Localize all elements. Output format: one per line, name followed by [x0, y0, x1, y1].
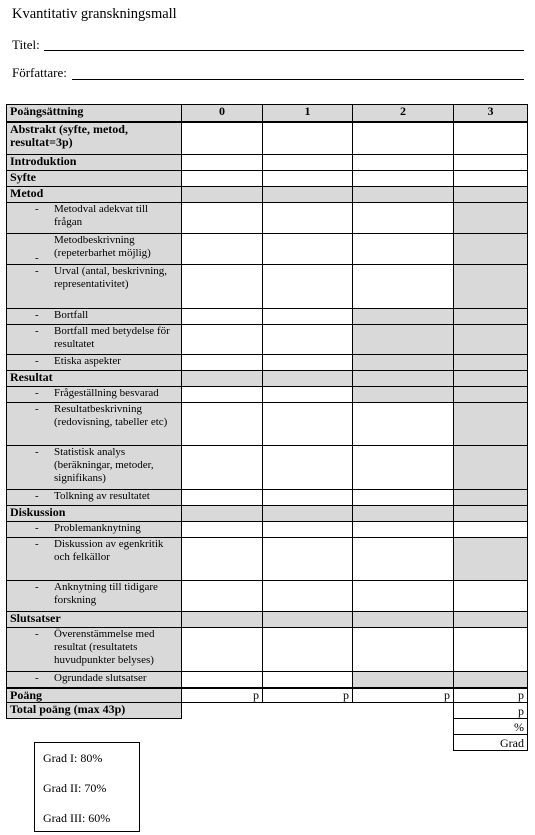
shaded-cell: [263, 612, 353, 628]
score-cell[interactable]: [182, 490, 263, 506]
score-cell[interactable]: [263, 538, 353, 581]
shaded-cell: [454, 187, 528, 203]
row-label-metodbeskrivning: [7, 234, 182, 265]
score-cell[interactable]: [182, 522, 263, 538]
score-cell[interactable]: [353, 234, 454, 265]
row-text: Överenstämmelse med resultat (resultatets huvudpunkter belyses): [54, 628, 155, 666]
table-row: [7, 309, 528, 325]
percent-row: [7, 718, 528, 734]
bullet-dash: -: [35, 522, 39, 534]
score-cell[interactable]: [263, 522, 353, 538]
score-cell[interactable]: [182, 387, 263, 403]
shaded-cell: [454, 203, 528, 234]
poang-row: [7, 688, 528, 703]
row-text: Ogrundade slutsatser: [54, 672, 147, 684]
bullet-dash: -: [35, 490, 39, 502]
score-cell[interactable]: [263, 265, 353, 309]
bullet-dash: -: [35, 203, 39, 215]
bullet-dash: -: [35, 265, 39, 277]
table-row: [7, 203, 528, 234]
score-cell[interactable]: [182, 325, 263, 355]
bullet-dash: -: [35, 355, 39, 367]
score-cell[interactable]: [353, 538, 454, 581]
row-text: Problemanknytning: [54, 522, 141, 534]
score-cell[interactable]: [353, 403, 454, 446]
row-text: Diskussion av egenkritik och felkällor: [54, 538, 164, 563]
poang-label: Poäng: [7, 688, 182, 703]
row-text: Metodbeskrivning (repeterbarhet möjlig): [54, 234, 151, 259]
shaded-cell: [182, 371, 263, 387]
shaded-cell: [454, 538, 528, 581]
table-row: [7, 522, 528, 538]
bullet-dash: -: [35, 252, 39, 264]
titel-line[interactable]: [44, 50, 524, 51]
score-cell[interactable]: [353, 490, 454, 506]
total-label: Total poäng (max 43p): [7, 702, 182, 718]
shaded-cell: [454, 355, 528, 371]
shaded-cell: [454, 371, 528, 387]
row-text: Bortfall: [54, 309, 89, 321]
score-cell[interactable]: [353, 522, 454, 538]
row-label-bortfall: [7, 309, 182, 325]
score-cell[interactable]: [263, 171, 353, 187]
shaded-cell: [263, 371, 353, 387]
shaded-cell: [454, 309, 528, 325]
row-text: Frågeställning besvarad: [54, 387, 159, 399]
section-row-diskussion: [7, 506, 528, 522]
score-cell[interactable]: [353, 446, 454, 490]
score-cell[interactable]: [263, 403, 353, 446]
header-score-0: 0: [182, 105, 263, 122]
blank-cell: [182, 702, 454, 718]
score-cell[interactable]: [182, 446, 263, 490]
poang-cell-2[interactable]: p: [353, 688, 454, 703]
shaded-cell: [182, 506, 263, 522]
row-text: Bortfall med betydelse för resultatet: [54, 325, 170, 350]
row-label-abstrakt: Abstrakt (syfte, metod, resultat=3p): [7, 122, 182, 155]
table-row: [7, 171, 528, 187]
shaded-cell: [263, 187, 353, 203]
row-label-resultatbeskrivning: [7, 403, 182, 446]
shaded-cell: [454, 403, 528, 446]
shaded-cell: [454, 387, 528, 403]
score-cell[interactable]: [454, 522, 528, 538]
score-cell[interactable]: [263, 325, 353, 355]
section-diskussion: Diskussion: [7, 506, 182, 522]
row-label-egenkritik: [7, 538, 182, 581]
grade-3: Grad III: 60%: [43, 811, 111, 825]
score-cell[interactable]: [182, 171, 263, 187]
shaded-cell: [353, 325, 454, 355]
table-row: [7, 155, 528, 171]
shaded-cell: [454, 506, 528, 522]
score-cell[interactable]: [454, 122, 528, 155]
score-cell[interactable]: [182, 538, 263, 581]
shaded-cell: [353, 355, 454, 371]
score-cell[interactable]: [182, 309, 263, 325]
row-label-urval: [7, 265, 182, 309]
bullet-dash: -: [35, 387, 39, 399]
percent-cell[interactable]: %: [454, 718, 528, 734]
shaded-cell: [353, 387, 454, 403]
shaded-cell: [454, 490, 528, 506]
score-cell[interactable]: [263, 672, 353, 688]
row-label-problemanknytning: [7, 522, 182, 538]
score-cell[interactable]: [263, 387, 353, 403]
table-row: [7, 628, 528, 672]
score-cell[interactable]: [353, 265, 454, 309]
shaded-cell: [454, 325, 528, 355]
total-cell[interactable]: p: [454, 702, 528, 718]
row-text: Metodval adekvat till frågan: [54, 203, 149, 228]
poang-cell-3[interactable]: p: [454, 688, 528, 703]
shaded-cell: [353, 371, 454, 387]
section-slutsatser: Slutsatser: [7, 612, 182, 628]
row-text: Anknytning till tidigare forskning: [54, 581, 158, 606]
bullet-dash: -: [35, 538, 39, 550]
bullet-dash: -: [35, 446, 39, 458]
shaded-cell: [353, 506, 454, 522]
score-cell[interactable]: [263, 628, 353, 672]
shaded-cell: [353, 612, 454, 628]
score-cell[interactable]: [454, 628, 528, 672]
bullet-dash: -: [35, 628, 39, 640]
score-cell[interactable]: [263, 203, 353, 234]
score-cell[interactable]: [263, 355, 353, 371]
table-row: [7, 581, 528, 612]
score-cell[interactable]: [182, 155, 263, 171]
shaded-cell: [454, 672, 528, 688]
table-row: [7, 355, 528, 371]
score-cell[interactable]: [353, 581, 454, 612]
row-text: Tolkning av resultatet: [54, 490, 150, 502]
section-row-metod: [7, 187, 528, 203]
row-label-statistisk-analys: [7, 446, 182, 490]
page-title: Kvantitativ granskningsmall: [12, 6, 177, 22]
score-cell[interactable]: [353, 155, 454, 171]
score-cell[interactable]: [353, 203, 454, 234]
row-label-ogrundade: [7, 672, 182, 688]
section-row-slutsatser: [7, 612, 528, 628]
score-cell[interactable]: [454, 155, 528, 171]
shaded-cell: [353, 309, 454, 325]
score-cell[interactable]: [182, 234, 263, 265]
table-row: [7, 538, 528, 581]
score-cell[interactable]: [182, 628, 263, 672]
table-row: [7, 265, 528, 309]
header-label: Poängsättning: [7, 105, 182, 122]
row-label-fragestallning: [7, 387, 182, 403]
row-label-syfte: Syfte: [7, 171, 182, 187]
bullet-dash: -: [35, 581, 39, 593]
row-text: Statistisk analys (beräkningar, metoder, signifikans): [54, 446, 154, 484]
poang-cell-0[interactable]: p: [182, 688, 263, 703]
bullet-dash: -: [35, 309, 39, 321]
table-row: [7, 403, 528, 446]
score-cell[interactable]: [263, 490, 353, 506]
section-row-resultat: [7, 371, 528, 387]
blank-cell: [7, 718, 454, 734]
bullet-dash: -: [35, 325, 39, 337]
score-cell[interactable]: [263, 309, 353, 325]
row-label-metodval: [7, 203, 182, 234]
row-label-tidigare-forskning: [7, 581, 182, 612]
shaded-cell: [454, 446, 528, 490]
score-cell[interactable]: [182, 581, 263, 612]
header-score-3: 3: [454, 105, 528, 122]
forfattare-line[interactable]: [72, 79, 524, 80]
bullet-dash: -: [35, 403, 39, 415]
score-cell[interactable]: [182, 355, 263, 371]
grade-1: Grad I: 80%: [43, 751, 103, 765]
poang-cell-1[interactable]: p: [263, 688, 353, 703]
section-resultat: Resultat: [7, 371, 182, 387]
score-cell[interactable]: [182, 672, 263, 688]
score-cell[interactable]: [182, 265, 263, 309]
scoring-table: [6, 104, 528, 751]
score-cell[interactable]: [182, 122, 263, 155]
shaded-cell: [454, 234, 528, 265]
bullet-dash: -: [35, 672, 39, 684]
score-cell[interactable]: [263, 581, 353, 612]
row-label-bortfall-betydelse: [7, 325, 182, 355]
score-cell[interactable]: [454, 171, 528, 187]
forfattare-label: Författare:: [12, 65, 67, 80]
shaded-cell: [263, 506, 353, 522]
score-cell[interactable]: [263, 155, 353, 171]
shaded-cell: [353, 672, 454, 688]
row-label-overenstammelse: [7, 628, 182, 672]
table-row: [7, 672, 528, 688]
row-text: Resultatbeskrivning (redovisning, tabeller etc): [54, 403, 168, 428]
table-row: [7, 446, 528, 490]
score-cell[interactable]: [182, 203, 263, 234]
total-row: [7, 702, 528, 718]
score-cell[interactable]: [263, 234, 353, 265]
table-row: [7, 234, 528, 265]
shaded-cell: [353, 187, 454, 203]
row-label-etiska: [7, 355, 182, 371]
table-row: [7, 122, 528, 155]
titel-label: Titel:: [12, 37, 40, 52]
section-metod: Metod: [7, 187, 182, 203]
grade-2: Grad II: 70%: [43, 781, 107, 795]
score-cell[interactable]: [263, 446, 353, 490]
table-row: [7, 387, 528, 403]
header-score-2: 2: [353, 105, 454, 122]
grad-cell[interactable]: Grad: [454, 734, 528, 750]
header-score-1: 1: [263, 105, 353, 122]
row-label-introduktion: Introduktion: [7, 155, 182, 171]
score-cell[interactable]: [263, 122, 353, 155]
score-cell[interactable]: [353, 171, 454, 187]
table-row: [7, 490, 528, 506]
score-cell[interactable]: [353, 122, 454, 155]
row-label-tolkning: [7, 490, 182, 506]
score-cell[interactable]: [454, 581, 528, 612]
score-cell[interactable]: [353, 628, 454, 672]
score-cell[interactable]: [182, 403, 263, 446]
shaded-cell: [454, 265, 528, 309]
table-row: [7, 325, 528, 355]
shaded-cell: [182, 612, 263, 628]
grade-legend: [34, 742, 140, 832]
row-text: Etiska aspekter: [54, 355, 121, 367]
row-text: Urval (antal, beskrivning, representativitet): [54, 265, 168, 290]
header-row: [7, 105, 528, 122]
shaded-cell: [454, 612, 528, 628]
shaded-cell: [182, 187, 263, 203]
